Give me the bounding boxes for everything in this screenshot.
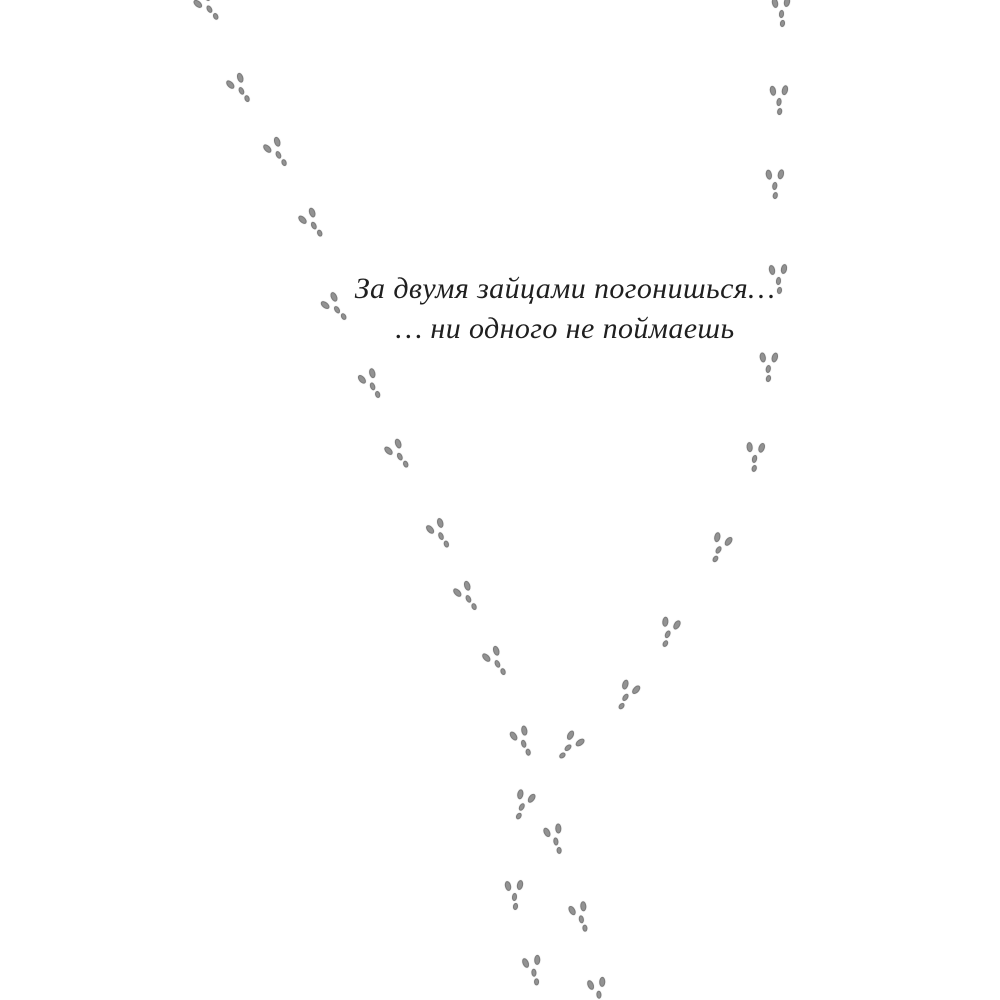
paw-print-icon [244,94,251,102]
paw-print-icon [374,390,381,398]
paw-print-icon [492,645,501,656]
paw-print-icon [526,792,537,804]
proverb-quote [340,269,790,349]
paw-print-icon [436,517,445,528]
paw-print-icon [765,365,771,374]
paw-print-icon [580,901,587,911]
paw-print-icon [202,0,211,2]
paw-print-icon [599,977,605,987]
paw-print-icon [534,955,540,965]
paw-print-icon [273,136,282,147]
paw-print-icon [308,207,317,218]
paw-print-icon [394,438,403,449]
paw-print-icon [471,602,478,610]
paw-print-icon [781,85,789,96]
paw-print-icon [396,452,404,461]
paw-print-icon [553,837,559,846]
paw-print-icon [596,991,602,999]
paw-print-icon [631,684,642,695]
paw-print-icon [534,978,539,985]
proverb-line-2: … ни одного не поймаешь [395,312,735,345]
paw-print-icon [262,143,273,154]
paw-print-icon [465,594,473,603]
paw-print-icon [711,555,719,564]
paw-print-icon [238,86,246,95]
paw-print-icon [769,85,777,96]
paw-print-icon [368,368,376,379]
paw-print-icon [770,352,779,363]
paw-print-icon [520,739,527,748]
paw-print-icon [504,880,512,891]
paw-print-icon [275,150,283,159]
paw-print-icon [192,0,203,9]
paw-print-icon [672,619,682,631]
paw-print-icon [566,729,576,741]
paw-print-icon [369,382,376,391]
paw-print-icon [779,20,785,28]
paw-print-icon [746,442,753,453]
paw-print-icon [329,291,339,303]
paw-print-icon [463,580,472,591]
paw-print-icon [212,12,219,20]
paw-print-icon [567,905,577,917]
paw-print-icon [425,524,436,535]
paw-print-icon [520,725,528,736]
paw-print-icon [236,72,245,83]
paw-print-icon [310,221,318,230]
paw-print-icon [777,169,785,180]
paw-print-icon [356,374,367,386]
paw-print-icon [512,893,518,901]
paw-print-icon [777,108,783,116]
paw-print-icon [383,445,394,456]
paw-print-icon [574,737,586,748]
paw-print-icon [723,536,734,548]
paw-print-icon [512,903,518,911]
paw-print-icon [402,460,409,468]
paw-print-icon [515,812,523,821]
paw-print-icon [757,442,766,453]
paw-print-icon [205,4,213,13]
paw-print-icon [772,182,778,191]
paw-print-icon [542,827,552,839]
paw-print-icon [662,616,669,627]
paw-print-icon [555,823,561,833]
paw-print-icon [443,540,450,548]
paw-print-icon [531,969,537,977]
paw-print-icon [481,652,492,663]
paw-print-icon [776,98,782,107]
paw-print-icon [759,352,766,363]
paw-print-icon [772,192,778,200]
paw-print-icon [319,300,331,311]
paw-print-icon [518,802,526,811]
paw-print-icon [714,545,722,554]
paw-print-icon [751,454,758,463]
paw-print-icon [437,531,445,540]
paw-print-icon [500,667,507,675]
paw-print-icon [783,0,791,8]
paw-print-icon [586,979,596,991]
paw-print-icon [621,693,630,702]
paw-print-icon [316,229,323,237]
paw-print-icon [765,169,773,180]
paw-print-icon [516,789,524,800]
paw-print-icon [508,730,519,742]
paw-print-icon [661,639,669,648]
paw-print-icon [452,587,463,598]
paw-print-icon [771,0,779,9]
paw-print-icon [556,847,561,854]
paw-print-icon [494,659,502,668]
proverb-line-1: За двумя зайцами погонишься… [354,272,776,305]
paw-print-icon [297,214,308,225]
paw-print-icon [617,702,625,711]
paw-print-icon [525,748,531,756]
paw-print-icon [578,915,584,924]
paw-print-icon [582,924,588,931]
paw-print-icon [664,630,672,639]
paw-print-icon [779,10,785,18]
paw-print-icon [558,751,567,759]
paw-print-icon [516,879,524,890]
paw-print-icon [521,957,531,969]
paw-print-icon [751,464,758,472]
paw-print-icon [713,532,721,543]
paw-print-icon [621,679,630,690]
paw-print-icon [765,375,772,383]
paw-print-icon [281,158,288,166]
paw-print-icon [563,743,572,752]
paw-print-icon [225,79,236,90]
